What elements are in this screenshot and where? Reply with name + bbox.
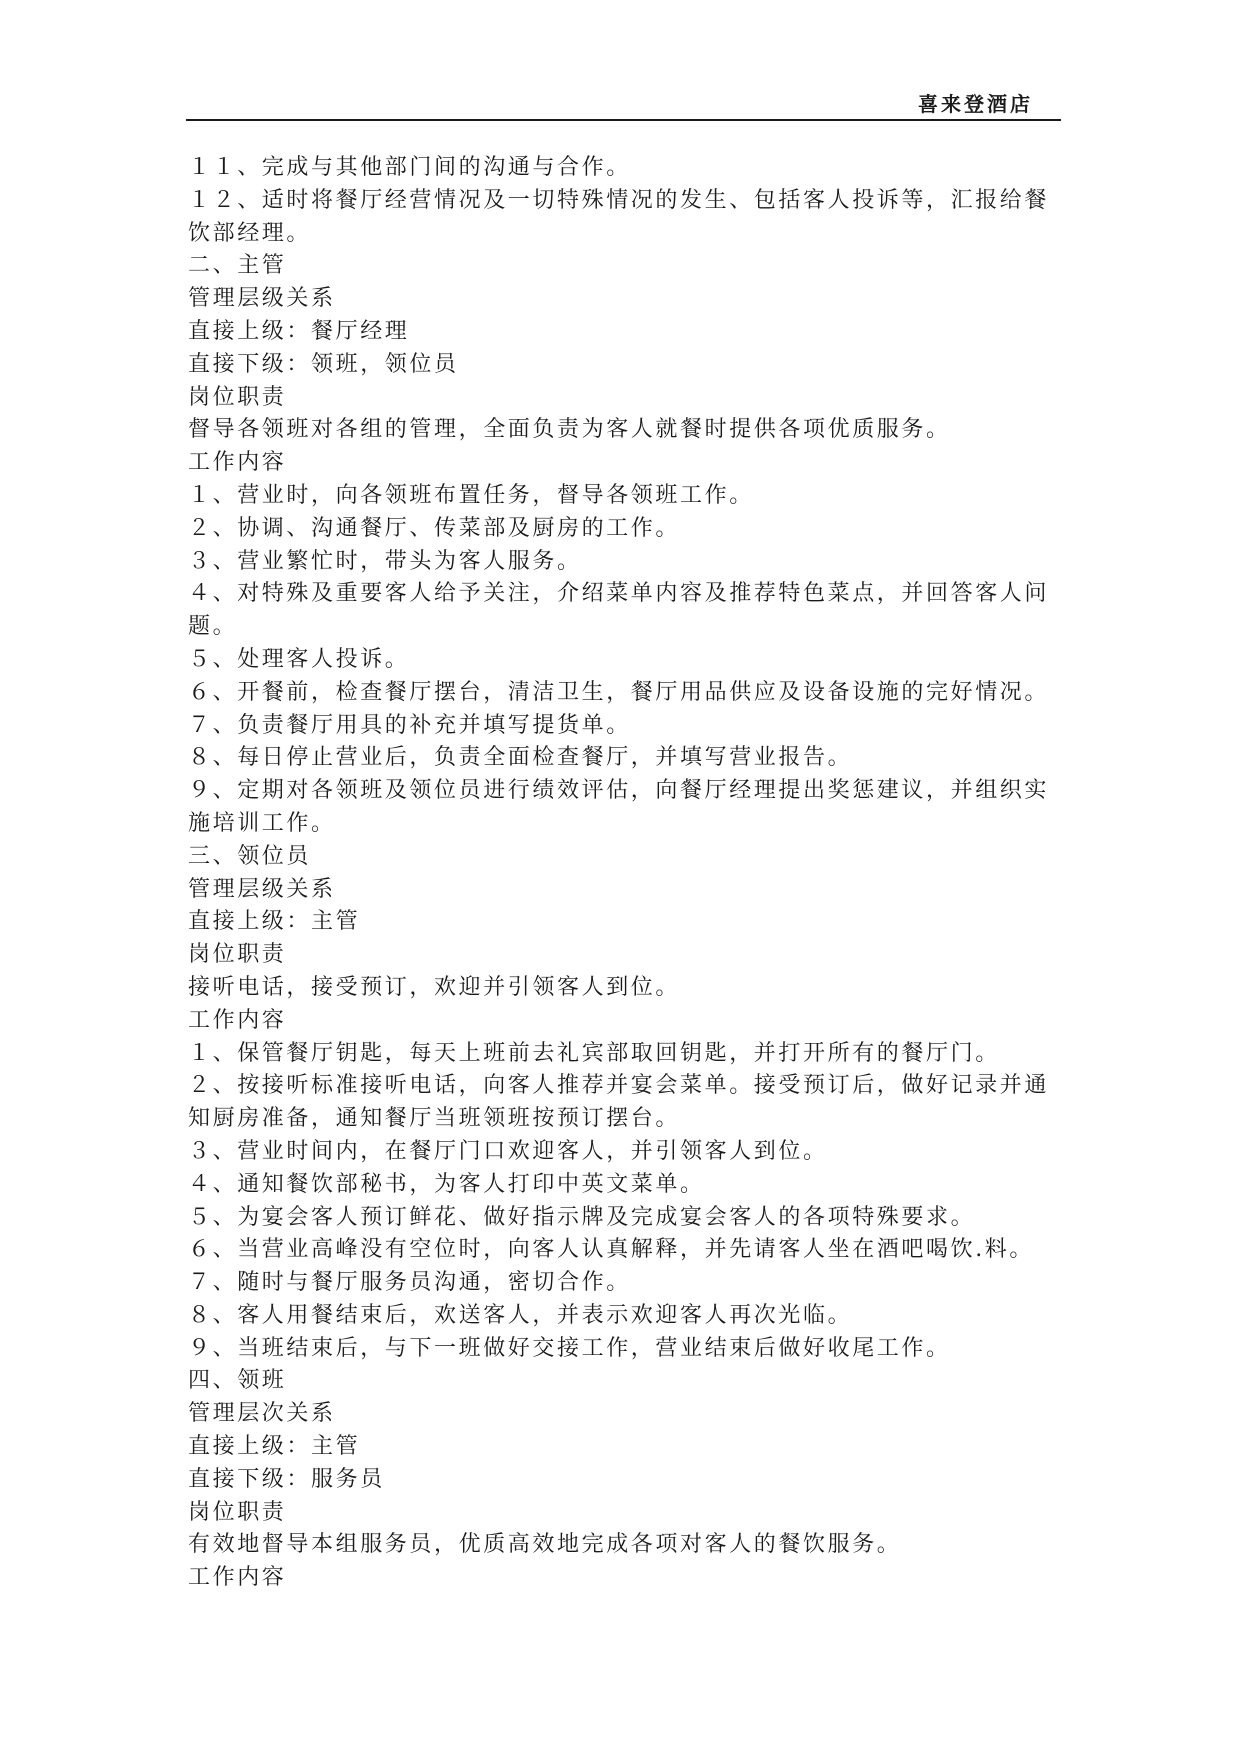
body-line: ５、为宴会客人预订鲜花、做好指示牌及完成宴会客人的各项特殊要求。 [188, 1204, 976, 1230]
body-line: ７、负责餐厅用具的补充并填写提货单。 [188, 712, 631, 738]
body-line: ９、当班结束后，与下一班做好交接工作，营业结束后做好收尾工作。 [188, 1335, 951, 1361]
document-body [188, 152, 1063, 1595]
body-line: 直接下级：服务员 [188, 1466, 385, 1492]
body-line: 饮部经理。 [188, 220, 312, 246]
body-line: ３、营业时间内，在餐厅门口欢迎客人，并引领客人到位。 [188, 1138, 828, 1164]
body-line: 三、领位员 [188, 843, 312, 869]
body-line: ４、对特殊及重要客人给予关注，介绍菜单内容及推荐特色菜点，并回答客人问 [188, 581, 1050, 607]
body-line: 直接上级：主管 [188, 909, 361, 935]
body-line: 题。 [188, 614, 238, 640]
body-line: 管理层级关系 [188, 876, 336, 902]
body-line: ６、开餐前，检查餐厅摆台，清洁卫生，餐厅用品供应及设备设施的完好情况。 [188, 679, 1050, 705]
body-line: 岗位职责 [188, 384, 287, 410]
body-line: １１、完成与其他部门间的沟通与合作。 [188, 155, 631, 180]
body-line: 工作内容 [188, 1565, 287, 1591]
body-line: ６、当营业高峰没有空位时，向客人认真解释，并先请客人坐在酒吧喝饮.料。 [188, 1237, 1034, 1263]
body-line: 知厨房准备，通知餐厅当班领班按预订摆台。 [188, 1106, 681, 1132]
body-line: 二、主管 [188, 253, 287, 279]
body-line: 直接下级：领班，领位员 [188, 351, 459, 377]
body-line: 直接上级：主管 [188, 1434, 361, 1460]
body-line: 工作内容 [188, 1007, 287, 1033]
body-line: 岗位职责 [188, 1499, 287, 1525]
header-divider [186, 119, 1061, 121]
body-line: 直接上级：餐厅经理 [188, 318, 410, 344]
body-line: 督导各领班对各组的管理，全面负责为客人就餐时提供各项优质服务。 [188, 417, 951, 443]
body-line: ７、随时与餐厅服务员沟通，密切合作。 [188, 1270, 631, 1296]
body-line: ５、处理客人投诉。 [188, 646, 410, 672]
body-line: １、保管餐厅钥匙，每天上班前去礼宾部取回钥匙，并打开所有的餐厅门。 [188, 1040, 1000, 1066]
document-header-title: 喜来登酒店 [918, 92, 1033, 116]
body-line: ２、按接听标准接听电话，向客人推荐并宴会菜单。接受预订后，做好记录并通 [188, 1073, 1050, 1099]
body-line: ２、协调、沟通餐厅、传菜部及厨房的工作。 [188, 515, 681, 541]
body-line: 管理层级关系 [188, 286, 336, 312]
body-line: １２、适时将餐厅经营情况及一切特殊情况的发生、包括客人投诉等，汇报给餐 [188, 187, 1050, 213]
body-line: ８、客人用餐结束后，欢送客人，并表示欢迎客人再次光临。 [188, 1302, 853, 1328]
body-line: 管理层次关系 [188, 1401, 336, 1427]
body-line: ８、每日停止营业后，负责全面检查餐厅，并填写营业报告。 [188, 745, 853, 771]
body-line: 接听电话，接受预订，欢迎并引领客人到位。 [188, 974, 681, 1000]
body-line: 四、领班 [188, 1368, 287, 1394]
body-line: 施培训工作。 [188, 810, 336, 836]
body-line: 岗位职责 [188, 942, 287, 968]
body-line: ９、定期对各领班及领位员进行绩效评估，向餐厅经理提出奖惩建议，并组织实 [188, 778, 1050, 804]
body-line: 工作内容 [188, 450, 287, 476]
body-line: ３、营业繁忙时，带头为客人服务。 [188, 548, 582, 574]
body-line: 有效地督导本组服务员，优质高效地完成各项对客人的餐饮服务。 [188, 1532, 902, 1558]
body-line: １、营业时，向各领班布置任务，督导各领班工作。 [188, 482, 754, 508]
body-line: ４、通知餐饮部秘书，为客人打印中英文菜单。 [188, 1171, 705, 1197]
